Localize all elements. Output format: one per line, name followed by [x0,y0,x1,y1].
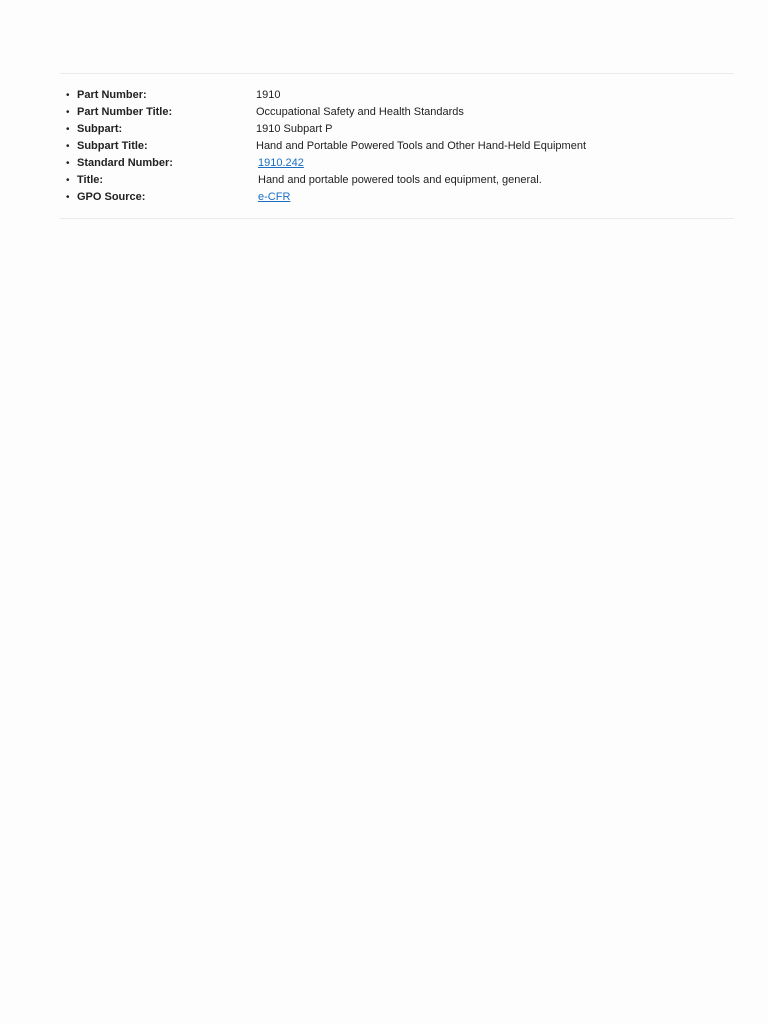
metadata-value [258,155,304,172]
metadata-label: Part Number Title: [77,106,173,118]
standard-number-link[interactable]: 1910.242 [258,157,304,169]
metadata-row-subpart [66,121,734,138]
metadata-value: Occupational Safety and Health Standards [256,106,464,118]
metadata-label: Standard Number: [77,157,173,169]
metadata-value: 1910 [256,89,281,101]
gpo-source-link[interactable]: e-CFR [258,191,291,203]
metadata-label: Part Number: [77,89,147,101]
metadata-value [258,189,290,206]
bullet-icon: • [66,124,70,135]
metadata-row-standard-number [66,155,734,172]
metadata-value: Hand and portable powered tools and equipment, general. [258,174,542,186]
bullet-icon: • [66,158,70,169]
metadata-label: Title: [77,174,104,186]
bullet-icon: • [66,192,70,203]
metadata-label: Subpart Title: [77,140,148,152]
metadata-row-part-number-title [66,104,734,121]
metadata-row-subpart-title [66,138,734,155]
metadata-label: GPO Source: [77,191,146,203]
top-divider [60,73,734,74]
bullet-icon: • [66,90,70,101]
metadata-row-title [66,172,734,189]
metadata-value: 1910 Subpart P [256,123,333,135]
metadata-label: Subpart: [77,123,123,135]
bullet-icon: • [66,175,70,186]
metadata-list [66,87,734,206]
bullet-icon: • [66,107,70,118]
bottom-divider [60,218,734,219]
metadata-row-gpo-source [66,189,734,206]
metadata-row-part-number [66,87,734,104]
metadata-value: Hand and Portable Powered Tools and Other Hand-Held Equipment [256,140,586,152]
bullet-icon: • [66,141,70,152]
